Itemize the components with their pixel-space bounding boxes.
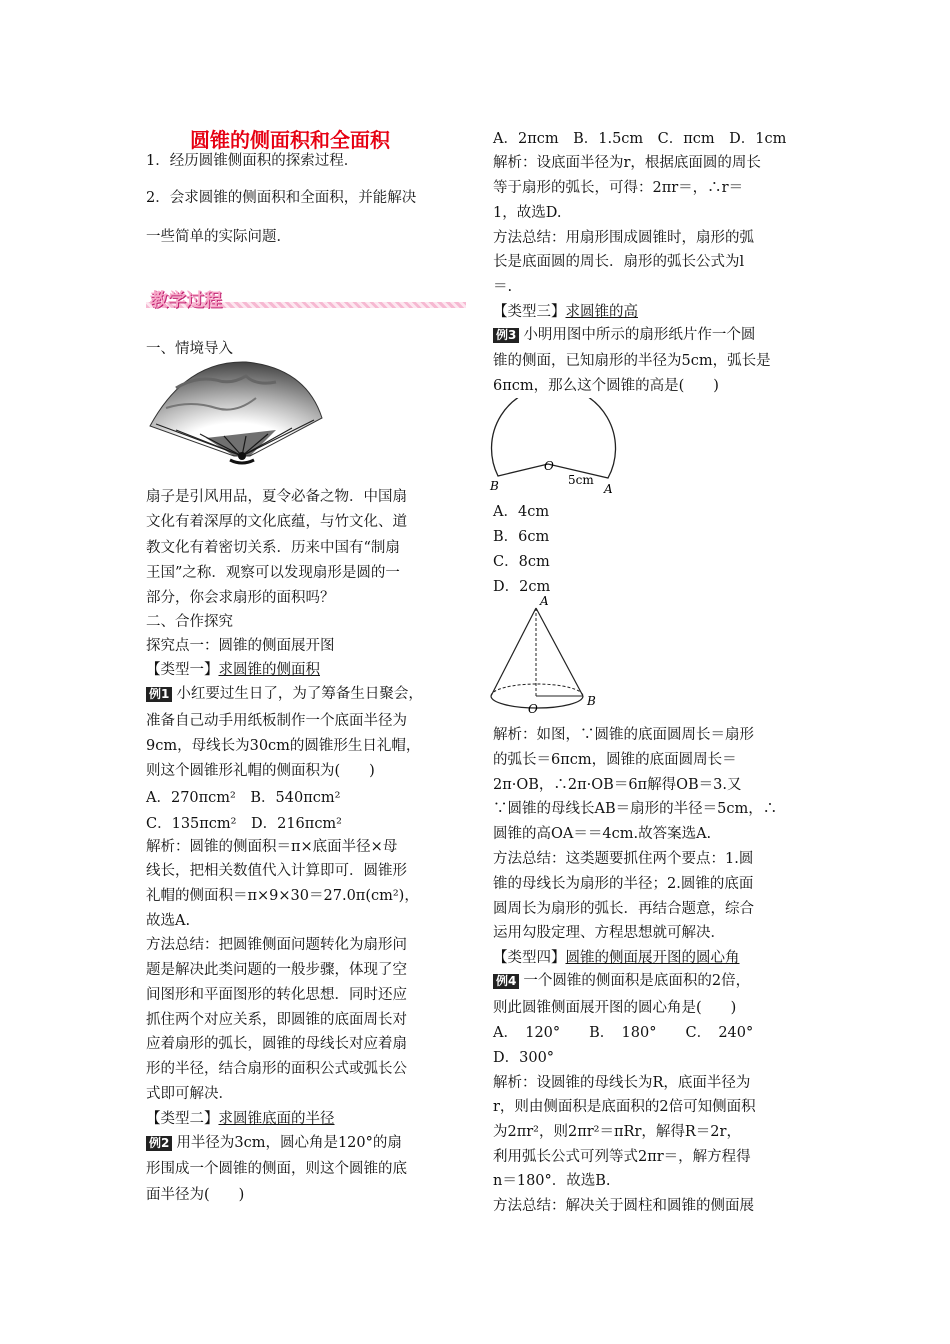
example-1-solution-1: 解析：圆锥的侧面积＝π×底面半径×母 (146, 839, 398, 855)
example-1-line-2: 准备自己动手用纸板制作一个底面半径为 (146, 713, 407, 729)
example-2-method-2: 长是底面圆的周长．扇形的弧长公式为l (493, 254, 745, 270)
example-3-method-4: 运用勾股定理、方程思想就可解决． (493, 925, 725, 941)
example-3-line-2: 锥的侧面，已知扇形的半径为5cm，弧长是 (493, 353, 771, 369)
example-3-solution-2: 的弧长＝6πcm，圆锥的底面圆周长＝ (493, 752, 737, 768)
example-3-solution-5: 圆锥的高OA＝＝4cm.故答案选A. (493, 826, 712, 842)
example-2-solution-2: 等于扇形的弧长，可得：2πr＝，∴r＝ (493, 180, 744, 196)
example-1-line-3: 9cm，母线长为30cm的圆锥形生日礼帽， (146, 738, 421, 754)
type-3-title: 求圆锥的高 (565, 304, 638, 320)
type-4-heading (493, 949, 740, 967)
example-2-line-1 (146, 1134, 402, 1152)
cone-label-a: A (540, 594, 549, 608)
example-1-options-2: C．135πcm² D．216πcm² (146, 816, 342, 832)
example-3-badge: 例3 (493, 328, 519, 343)
example-4-line-1 (493, 972, 750, 990)
example-1-options-1: A．270πcm² B．540πcm² (146, 790, 341, 806)
example-4-solution-5: n＝180°．故选B. (493, 1173, 611, 1189)
sector-label-o: O (544, 459, 554, 473)
example-1-solution-3: 礼帽的侧面积＝π×9×30＝27.0π(cm²)， (146, 888, 419, 904)
type-2-title: 求圆锥底面的半径 (218, 1111, 335, 1127)
example-3-line-1 (493, 326, 755, 344)
example-1-badge: 例1 (146, 687, 172, 702)
banner-label: 教学过程 (150, 290, 222, 311)
cone-label-o: O (528, 702, 538, 716)
intro-line-2: 文化有着深厚的文化底蕴，与竹文化、道 (146, 514, 407, 530)
example-2-method-3: ＝. (493, 279, 513, 295)
example-2-solution-1: 解析：设底面半径为r，根据底面圆的周长 (493, 155, 761, 171)
example-3-method-2: 锥的母线长为扇形的半径；2.圆锥的底面 (493, 876, 754, 892)
cone-figure (486, 592, 611, 718)
example-4-line-2: 则此圆锥侧面展开图的圆心角是( ) (493, 1000, 737, 1016)
example-1-method-5: 应着扇形的弧长，圆锥的母线长对应着扇 (146, 1036, 407, 1052)
section-2-heading: 二、合作探究 (146, 614, 233, 630)
example-3-option-a: A．4cm (493, 504, 550, 520)
example-3-method-1: 方法总结：这类题要抓住两个要点：1.圆 (493, 851, 754, 867)
intro-line-4: 王国”之称．观察可以发现扇形是圆的一 (146, 565, 400, 581)
type-1-heading (146, 661, 320, 679)
explore-point-1: 探究点一：圆锥的侧面展开图 (146, 638, 335, 654)
example-3-method-3: 圆周长为扇形的弧长．再结合题意，综合 (493, 901, 754, 917)
example-3-solution-1: 解析：如图，∵圆锥的底面圆周长＝扇形 (493, 727, 754, 743)
type-4-title: 圆锥的侧面展开图的圆心角 (565, 950, 740, 966)
goal-2: 2．会求圆锥的侧面积和全面积，并能解决 (146, 190, 417, 206)
example-4-solution-2: r，则由侧面积是底面积的2倍可知侧面积 (493, 1099, 756, 1115)
type-2-tag: 【类型二】 (146, 1111, 219, 1127)
example-2-solution-3: 1，故选D. (493, 205, 562, 221)
type-1-title: 求圆锥的侧面积 (218, 662, 320, 678)
sector-figure (486, 398, 626, 498)
type-2-heading (146, 1110, 335, 1128)
section-1-heading: 一、情境导入 (146, 341, 233, 357)
example-2-text: 用半径为3cm，圆心角是120°的扇 (176, 1135, 402, 1151)
example-1-method-1: 方法总结：把圆锥侧面问题转化为扇形问 (146, 937, 407, 953)
example-3-option-d: D．2cm (493, 579, 551, 595)
example-1-line-1 (146, 685, 423, 703)
intro-line-5: 部分，你会求扇形的面积吗？ (146, 590, 335, 606)
example-2-line-3: 面半径为( ) (146, 1187, 245, 1203)
example-1-solution-4: 故选A. (146, 913, 191, 929)
teaching-process-banner (146, 286, 466, 310)
example-1-line-4: 则这个圆锥形礼帽的侧面积为( ) (146, 763, 375, 779)
example-1-method-2: 题是解决此类问题的一般步骤，体现了空 (146, 962, 407, 978)
example-4-options-1: A． 120° B． 180° C． 240° (493, 1025, 754, 1041)
goal-1: 1．经历圆锥侧面积的探索过程． (146, 153, 359, 169)
sector-label-a: A (604, 482, 613, 496)
example-3-solution-3: 2π·OB，∴2π·OB＝6π解得OB＝3.又 (493, 777, 742, 793)
type-3-heading (493, 303, 638, 321)
page-title: 圆锥的侧面积和全面积 (190, 128, 390, 152)
example-4-options-2: D．300° (493, 1050, 555, 1066)
example-1-method-7: 式即可解决． (146, 1086, 233, 1102)
example-1-text: 小红要过生日了，为了筹备生日聚会， (176, 686, 423, 702)
example-3-line-3: 6πcm，那么这个圆锥的高是( ) (493, 378, 719, 394)
example-3-option-c: C．8cm (493, 554, 550, 570)
example-4-solution-1: 解析：设圆锥的母线长为R，底面半径为 (493, 1075, 751, 1091)
example-4-solution-4: 利用弧长公式可列等式2πr＝，解方程得 (493, 1149, 751, 1165)
intro-line-3: 教文化有着密切关系．历来中国有“制扇 (146, 540, 400, 556)
type-3-tag: 【类型三】 (493, 304, 566, 320)
type-1-tag: 【类型一】 (146, 662, 219, 678)
sector-radius-label: 5cm (568, 473, 594, 487)
example-4-badge: 例4 (493, 974, 519, 989)
example-2-line-2: 形围成一个圆锥的侧面，则这个圆锥的底 (146, 1161, 407, 1177)
fan-illustration (146, 358, 326, 468)
example-1-method-4: 抓住两个对应关系，即圆锥的底面周长对 (146, 1012, 407, 1028)
example-4-method-1: 方法总结：解决关于圆柱和圆锥的侧面展 (493, 1198, 754, 1214)
goal-3: 一些简单的实际问题． (146, 229, 291, 245)
example-4-text: 一个圆锥的侧面积是底面积的2倍， (523, 973, 751, 989)
sector-label-b: B (490, 479, 499, 493)
example-1-method-6: 形的半径，结合扇形的面积公式或弧长公 (146, 1061, 407, 1077)
example-3-text: 小明用图中所示的扇形纸片作一个圆 (523, 327, 756, 343)
example-1-method-3: 间图形和平面图形的转化思想．同时还应 (146, 987, 407, 1003)
example-2-badge: 例2 (146, 1136, 172, 1151)
example-4-solution-3: 为2πr²，则2πr²＝πRr，解得R＝2r， (493, 1124, 741, 1140)
example-2-method-1: 方法总结：用扇形围成圆锥时，扇形的弧 (493, 230, 754, 246)
cone-label-b: B (587, 694, 596, 708)
example-1-solution-2: 线长，把相关数值代入计算即可．圆锥形 (146, 863, 407, 879)
type-4-tag: 【类型四】 (493, 950, 566, 966)
example-3-solution-4: ∵圆锥的母线长AB＝扇形的半径＝5cm，∴ (493, 801, 778, 817)
example-2-options: A．2πcm B．1.5cm C．πcm D．1cm (493, 131, 787, 147)
intro-line-1: 扇子是引风用品，夏令必备之物．中国扇 (146, 489, 407, 505)
example-3-option-b: B．6cm (493, 529, 550, 545)
